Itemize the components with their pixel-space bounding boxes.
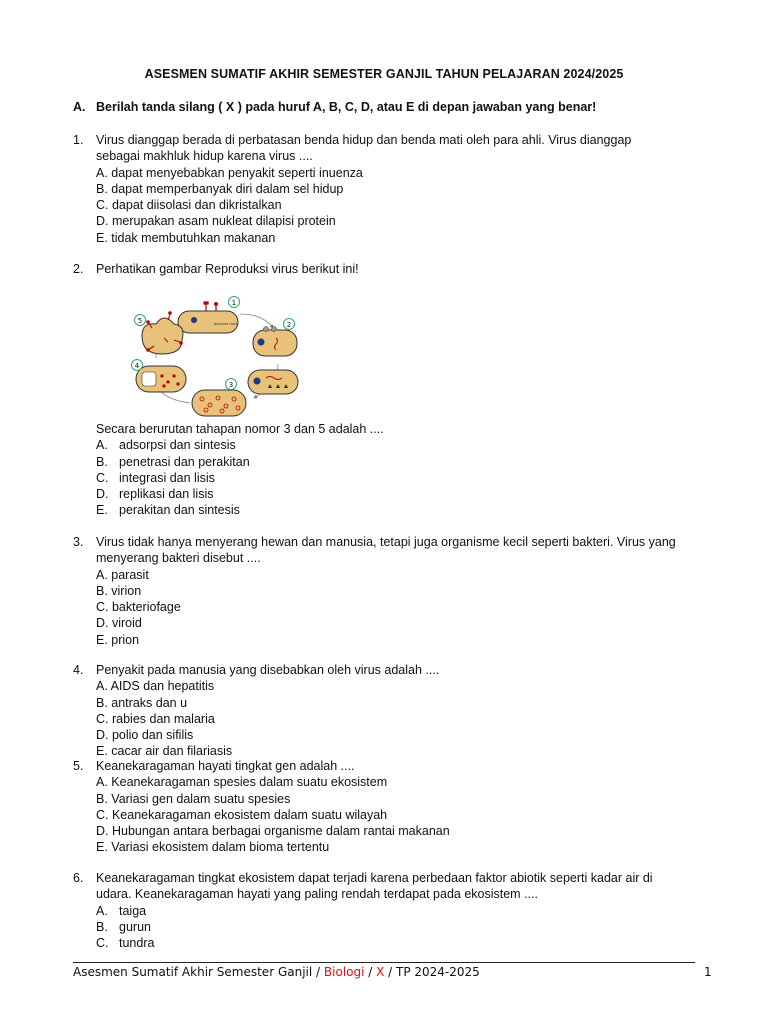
answer-option-e[interactable]: E. Variasi ekosistem dalam bioma tertentu [96, 840, 330, 855]
stage-number: 1 [231, 299, 237, 307]
answer-option-d[interactable]: D. polio dan sifilis [96, 728, 194, 743]
answer-option-c[interactable]: C. dapat diisolasi dan dikristalkan [96, 198, 282, 213]
question-text-line: menyerang bakteri disebut .... [96, 551, 261, 566]
question-number: 2. [73, 262, 84, 276]
question-number: 1. [73, 133, 84, 147]
virus-reproduction-diagram [128, 292, 304, 420]
footer-subject: Biologi [323, 965, 365, 979]
answer-option-a[interactable]: A. dapat menyebabkan penyakit seperti inuenza [96, 165, 363, 180]
answer-option-b[interactable]: B. penetrasi dan perakitan [96, 454, 250, 469]
stage-1-cell [178, 302, 238, 333]
answer-option-a[interactable]: A. AIDS dan hepatitis [96, 679, 215, 694]
stage-number: 3 [228, 381, 234, 389]
footer-prefix: Asesmen Sumatif Akhir Semester Ganjil / [73, 965, 324, 979]
stage-label-3 [226, 379, 237, 390]
stage-number: 5 [137, 317, 143, 325]
answer-option-a[interactable]: A. taiga [96, 903, 147, 918]
section-instruction [73, 100, 596, 114]
question-number: 4. [73, 663, 84, 677]
cell-text: bacteria host [214, 322, 238, 326]
stage-number: 2 [286, 321, 292, 329]
question-number: 3. [73, 535, 84, 549]
answer-option-e[interactable]: E. perakitan dan sintesis [96, 503, 240, 518]
answer-option-c[interactable]: C. rabies dan malaria [96, 711, 215, 726]
stage-label-2 [284, 319, 295, 330]
page-number: 1 [704, 965, 712, 979]
footer-divider [73, 962, 695, 963]
question-text-line: Secara berurutan tahapan nomor 3 dan 5 adalah .... [96, 422, 384, 436]
answer-option-d[interactable]: D. replikasi dan lisis [96, 487, 214, 502]
section-text: Berilah tanda silang ( X ) pada huruf A, B, C, D, atau E di depan jawaban yang benar! [96, 100, 597, 114]
stage-5-cell [142, 311, 183, 354]
answer-option-e[interactable]: E. tidak membutuhkan makanan [96, 230, 276, 245]
footer-suffix: / TP 2024-2025 [384, 965, 480, 979]
answer-option-e[interactable]: E. cacar air dan filariasis [96, 744, 233, 759]
answer-option-b[interactable]: B. virion [96, 583, 142, 598]
stage-bottom-cell [192, 390, 246, 416]
page-footer [73, 965, 480, 979]
question-text-line: Keanekaragaman tingkat ekosistem dapat terjadi karena perbedaan faktor abiotik seperti kadar air di [96, 871, 653, 885]
stage-4-cell [136, 366, 186, 392]
question-text-line: udara. Keanekaragaman hayati yang paling rendah terdapat pada ekosistem .... [96, 887, 538, 902]
footer-separator: / [364, 965, 377, 979]
answer-option-b[interactable]: B. antraks dan u [96, 695, 188, 710]
question-text-line: Perhatikan gambar Reproduksi virus berikut ini! [96, 262, 359, 276]
answer-option-e[interactable]: E. prion [96, 632, 140, 647]
question-text-line: sebagai makhluk hidup karena virus .... [96, 149, 313, 164]
section-label: A. [73, 100, 86, 114]
question-6 [73, 870, 713, 951]
answer-option-d[interactable]: D. merupakan asam nukleat dilapisi protein [96, 214, 336, 229]
question-4 [73, 662, 713, 760]
stage-label-1 [229, 297, 240, 308]
answer-option-c[interactable]: C. Keanekaragaman ekosistem dalam suatu wilayah [96, 807, 388, 822]
answer-option-c[interactable]: C. integrasi dan lisis [96, 470, 215, 485]
answer-option-d[interactable]: D. Hubungan antara berbagai organisme dalam rantai makanan [96, 824, 450, 839]
answer-option-a[interactable]: A. parasit [96, 567, 149, 582]
answer-option-b[interactable]: B. Variasi gen dalam suatu spesies [96, 791, 291, 806]
question-number: 6. [73, 871, 84, 885]
question-2 [73, 261, 713, 277]
question-1 [73, 132, 713, 246]
document-title: ASESMEN SUMATIF AKHIR SEMESTER GANJIL TAHUN PELAJARAN 2024/2025 [144, 67, 624, 81]
stage-2-cell [253, 327, 297, 357]
question-number: 5. [73, 759, 84, 773]
question-5 [73, 758, 713, 856]
answer-option-d[interactable]: D. viroid [96, 616, 142, 631]
answer-option-c[interactable]: C. bakteriofage [96, 600, 181, 615]
stage-number: 4 [134, 362, 140, 370]
stage-label-5 [135, 315, 146, 326]
answer-option-a[interactable]: A. Keanekaragaman spesies dalam suatu ekosistem [96, 775, 388, 790]
question-text-line: Virus dianggap berada di perbatasan benda hidup dan benda mati oleh para ahli. Virus dianggap [96, 133, 632, 147]
question-text-line: Virus tidak hanya menyerang hewan dan manusia, tetapi juga organisme kecil seperti bakteri. Virus yang [96, 535, 676, 549]
question-text-line: Penyakit pada manusia yang disebabkan oleh virus adalah .... [96, 663, 440, 677]
question-text-line: Keanekaragaman hayati tingkat gen adalah .... [96, 759, 355, 773]
answer-option-c[interactable]: C. tundra [96, 936, 155, 951]
answer-option-a[interactable]: A. adsorpsi dan sintesis [96, 438, 236, 453]
footer-grade: X [376, 965, 385, 979]
question-2-options [73, 421, 713, 519]
answer-option-b[interactable]: B. gurun [96, 919, 151, 934]
question-3 [73, 534, 713, 648]
stage-3-cell [248, 370, 298, 394]
stage-label-4 [132, 360, 143, 371]
answer-option-b[interactable]: B. dapat memperbanyak diri dalam sel hidup [96, 181, 344, 196]
